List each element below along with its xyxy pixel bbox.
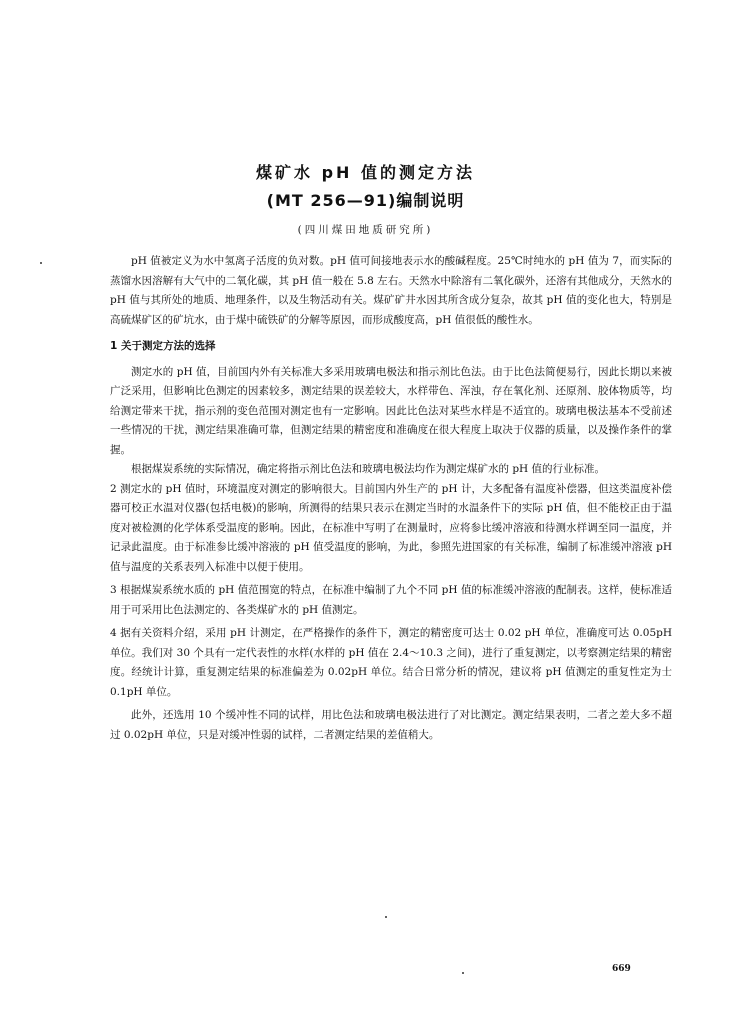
document-title-standard-code: (MT 256—91)编制说明 — [266, 191, 465, 210]
page-number: 669 — [612, 964, 631, 974]
item-4-paragraph: 4 据有关资料介绍，采用 pH 计测定，在严格操作的条件下，测定的精密度可达士 0.02 pH 单位，准确度可达 0.05pH 单位。我们对 30 个具有一定代表性的水样(水样的 pH 值在 2.4～10.3 之间)，进行了重复测定，以考察测定结果的精密度。经统计计算，重复测定结果的标准偏差为 0.02pH 单位。结合日常分析的情况，建议将 pH 值测定的重复性定为士0.1pH 单位。 — [110, 627, 672, 698]
closing-paragraph: 此外，还选用 10 个缓冲性不同的试样，用比色法和玻璃电极法进行了对比测定。测定结果表明，二者之差大多不超过 0.02pH 单位，只是对缓冲性弱的试样，二者测定结果的差值稍大。 — [110, 709, 672, 741]
scan-speck — [385, 916, 387, 918]
item-2-paragraph: 2 测定水的 pH 值时，环境温度对测定的影响很大。目前国内外生产的 pH 计，大多配备有温度补偿器，但这类温度补偿器可校正水温对仪器(包括电极)的影响，所测得的结果只表示在测定当时的水温条件下的实际 pH 值，但不能校正由于温度对被检测的化学体系受温度的影响。因此，在标准中写明了在测量时，应将参比缓冲溶液和待测水样调至同一温度，并记录此温度。由于标准参比缓冲溶液的 pH 值受温度的影响，为此，参照先进国家的有关标准，编制了标准缓冲溶液 pH 值与温度的关系表列入标准中以便于使用。 — [110, 482, 672, 573]
document-title: 煤矿水 pH 值的测定方法 — [256, 163, 475, 182]
scan-speck — [40, 262, 42, 264]
item-3-paragraph: 3 根据煤炭系统水质的 pH 值范围宽的特点，在标准中编制了九个不同 pH 值的标准缓冲溶液的配制表。这样，使标准适用于可采用比色法测定的、各类煤矿水的 pH 值测定。 — [110, 584, 672, 616]
document-body — [110, 252, 672, 745]
section-1-paragraph-1: 测定水的 pH 值，目前国内外有关标准大多采用玻璃电极法和指示剂比色法。由于比色法简便易行，因此长期以来被广泛采用，但影响比色测定的因素较多，测定结果的误差较大，水样带色、浑浊，存在氧化剂、还原剂、胶体物质等，均给测定带来干扰，指示剂的变色范围对测定也有一定影响。因此比色法对某些水样是不适宜的。玻璃电极法基本不受前述一些情况的干扰，测定结果准确可靠，但测定结果的精密度和准确度在很大程度上取决于仪器的质量，以及操作条件的掌握。 — [110, 365, 672, 456]
intro-paragraph: pH 值被定义为水中氢离子活度的负对数。pH 值可间接地表示水的酸碱程度。25℃时纯水的 pH 值为 7，而实际的蒸馏水因溶解有大气中的二氧化碳，其 pH 值一般在 5.8 左右。天然水中除溶有二氧化碳外，还溶有其他成分，天然水的 pH 值与其所处的地质、地理条件，以及生物活动有关。煤矿矿井水因其所含成分复杂，故其 pH 值的变化也大，特别是高硫煤矿区的矿坑水，由于煤中硫铁矿的分解等原因，而形成酸度高，pH 值很低的酸性水。 — [110, 255, 672, 326]
scan-speck — [462, 972, 464, 974]
section-1-heading: 1 关于测定方法的选择 — [110, 340, 216, 352]
document-author-org: (四川煤田地质研究所) — [297, 224, 434, 236]
section-1-paragraph-2: 根据煤炭系统的实际情况，确定将指示剂比色法和玻璃电极法均作为测定煤矿水的 pH 值的行业标准。 — [131, 463, 606, 475]
